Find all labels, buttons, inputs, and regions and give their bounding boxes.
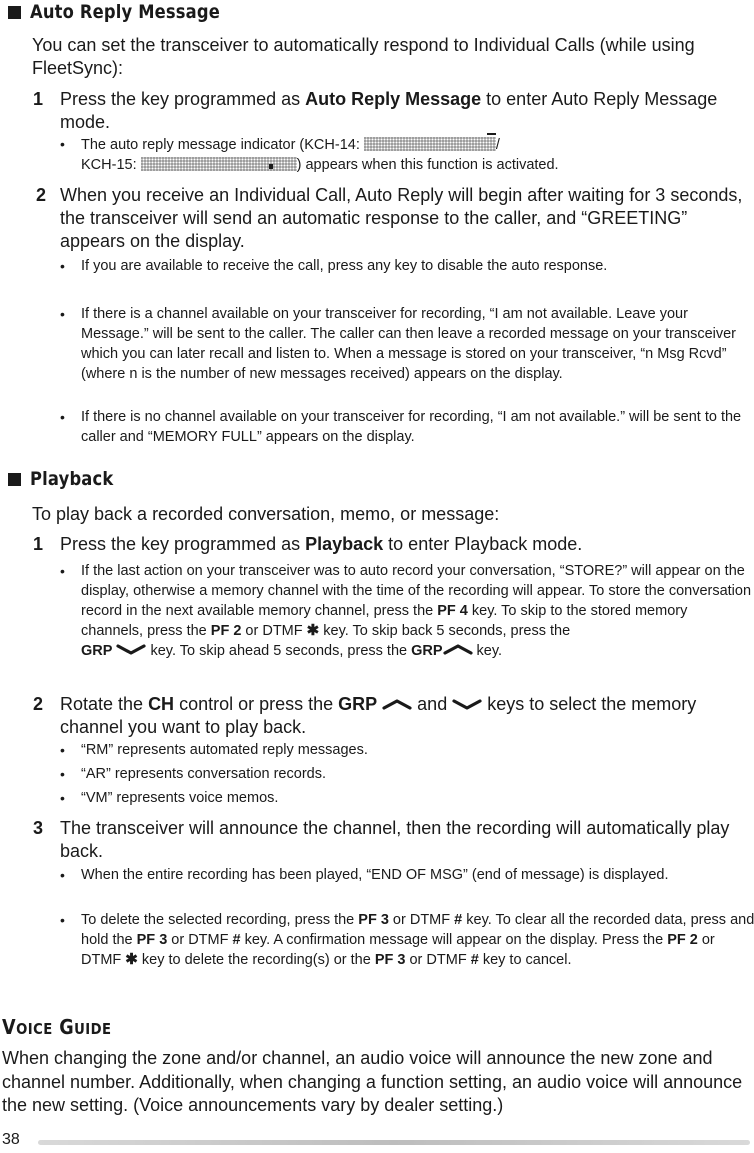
playback-step-2 [60, 693, 750, 739]
playback-intro: To play back a recorded conversation, memo, or message: [32, 504, 500, 524]
bullet-text: key. [472, 643, 503, 659]
bullet-glyph: • [60, 790, 65, 806]
key-name: PF 3 [136, 932, 168, 948]
bullet-text: or DTMF [388, 912, 455, 928]
playback-title: Playback [30, 468, 114, 490]
bullet-text: key to cancel. [478, 952, 572, 968]
bullet-glyph: • [60, 409, 65, 425]
bullet-text: KCH-15: [81, 157, 141, 173]
bullet-glyph: • [60, 136, 65, 152]
step-number: 1 [33, 534, 44, 554]
bullet-rm: “RM” represents automated reply messages. [81, 742, 368, 758]
bullet-text: The auto reply message indicator (KCH-14: [81, 137, 364, 153]
bullet-end-of-msg: When the entire recording has been played, “END OF MSG” (end of message) is displayed. [81, 867, 669, 883]
bullet-text: If the last action on your transceiver was to auto record your conversation, “STORE?” will appear on the display, otherwise a memory channel with the time of the recording will appear. To store the conversation record in the next available memory channel, press the [81, 563, 752, 619]
step-number: 3 [33, 818, 44, 838]
bullet-ar: “AR” represents conversation records. [81, 766, 326, 782]
voice-guide-heading [2, 1015, 112, 1039]
step-number: 1 [33, 89, 44, 109]
step-text: Press the key programmed as [60, 89, 306, 109]
playback-step-1 [60, 533, 750, 556]
key-name: GRP [411, 643, 443, 659]
bullet-text: key. To skip back 5 seconds, press the [319, 623, 571, 639]
playback-heading [8, 467, 127, 491]
key-name: GRP [338, 694, 378, 714]
bullet-text: key. To skip to the stored memory channels, press the [81, 603, 688, 639]
section-square-icon [8, 473, 21, 486]
auto-reply-indicator-note [81, 133, 753, 175]
lcd-dot-icon [269, 164, 273, 169]
step-text: to enter Auto Reply Message mode. [60, 89, 718, 132]
bullet-text: or DTMF [405, 952, 471, 968]
page-number: 38 [2, 1131, 20, 1148]
kch15-lcd-indicator-icon [141, 157, 297, 171]
key-name: PF 4 [437, 603, 468, 619]
bullet-text: key. To skip ahead 5 seconds, press the [146, 643, 412, 659]
bullet-text: To delete the selected recording, press the [81, 912, 359, 928]
heading-smallcaps: OICE [16, 1020, 53, 1038]
key-name: PF 2 [667, 932, 698, 948]
lcd-bar-icon [487, 133, 496, 135]
bullet-text: ) appears when this function is activated. [296, 157, 559, 173]
bullet-glyph: • [60, 867, 65, 883]
heading-smallcaps: UIDE [74, 1020, 112, 1038]
step-number: 2 [36, 185, 47, 205]
bullet-text: key. A confirmation message will appear on the display. Press the [240, 932, 668, 948]
auto-reply-step-2: When you receive an Individual Call, Auto Reply will begin after waiting for 3 seconds, the transceiver will send an automatic response to the caller, and “GREETING” appears on the display. [60, 185, 743, 251]
bullet-text: key to delete the recording(s) or the [137, 952, 375, 968]
bullet-text: or DTMF [241, 623, 307, 639]
footer-rule [38, 1140, 750, 1145]
key-name: GRP [81, 643, 113, 659]
section-square-icon [8, 6, 21, 19]
key-name: PF 3 [374, 952, 406, 968]
key-name: Auto Reply Message [305, 89, 482, 109]
step-text: control or press the [174, 694, 339, 714]
chevron-up-icon [443, 643, 473, 655]
auto-reply-title: Auto Reply Message [30, 1, 221, 23]
chevron-down-icon [116, 643, 146, 655]
key-name: # [232, 932, 241, 948]
bullet-text: key. To clear all the recorded data, press and hold the [81, 912, 754, 948]
heading-letter: G [59, 1015, 75, 1039]
bullet-text: or DTMF [81, 932, 715, 968]
step-text: Rotate the [60, 694, 149, 714]
key-name: PF 2 [210, 623, 242, 639]
bullet-glyph: • [60, 766, 65, 782]
bullet-available: If you are available to receive the call, press any key to disable the auto response. [81, 258, 608, 274]
chevron-up-icon [382, 698, 412, 710]
bullet-no-channel: If there is no channel available on your transceiver for recording, “I am not available.” will be sent to the caller and “MEMORY FULL” appears on the display. [81, 409, 742, 445]
bullet-text: / [495, 137, 500, 153]
bullet-vm: “VM” represents voice memos. [81, 790, 279, 806]
asterisk-key-icon: ✱ [306, 622, 320, 639]
auto-reply-intro: You can set the transceiver to automatically respond to Individual Calls (while using FleetSync): [32, 35, 695, 78]
bullet-delete-recording [81, 910, 754, 970]
key-name: PF 3 [358, 912, 389, 928]
step-text: and [412, 694, 453, 714]
chevron-down-icon [452, 698, 482, 710]
step-text: keys to select the memory channel you want to play back. [60, 694, 697, 737]
key-name: CH [148, 694, 175, 714]
step-text: to enter Playback mode. [383, 534, 583, 554]
heading-letter: V [2, 1015, 17, 1039]
bullet-glyph: • [60, 306, 65, 322]
asterisk-key-icon: ✱ [125, 951, 138, 968]
bullet-glyph: • [60, 258, 65, 274]
voice-guide-body: When changing the zone and/or channel, an audio voice will announce the new zone and channel number. Additionally, when changing a function setting, an audio voice will announce the new setting. (Voice announcements vary by dealer setting.) [2, 1048, 743, 1115]
auto-reply-heading [8, 0, 251, 24]
bullet-glyph: • [60, 563, 65, 579]
key-name: Playback [305, 534, 384, 554]
bullet-text: or DTMF [167, 932, 233, 948]
bullet-channel-available: If there is a channel available on your transceiver for recording, “I am not available. Leave your Message.” will be sent to the caller. The caller can then leave a recorded message on your transceiver which you can later recall and listen to. When a message is stored on your transceiver, “n Msg Rcvd” (where n is the number of new messages received) appears on the display. [81, 306, 736, 382]
step-number: 2 [33, 694, 44, 714]
playback-step-3: The transceiver will announce the channel, then the recording will automatically play back. [60, 818, 730, 861]
auto-reply-step-1 [60, 88, 750, 134]
key-name: # [454, 912, 463, 928]
step-text: Press the key programmed as [60, 534, 306, 554]
bullet-glyph: • [60, 742, 65, 758]
bullet-glyph: • [60, 912, 65, 928]
playback-store-note [81, 561, 753, 661]
kch14-lcd-indicator-icon [364, 137, 496, 151]
key-name: # [470, 952, 479, 968]
